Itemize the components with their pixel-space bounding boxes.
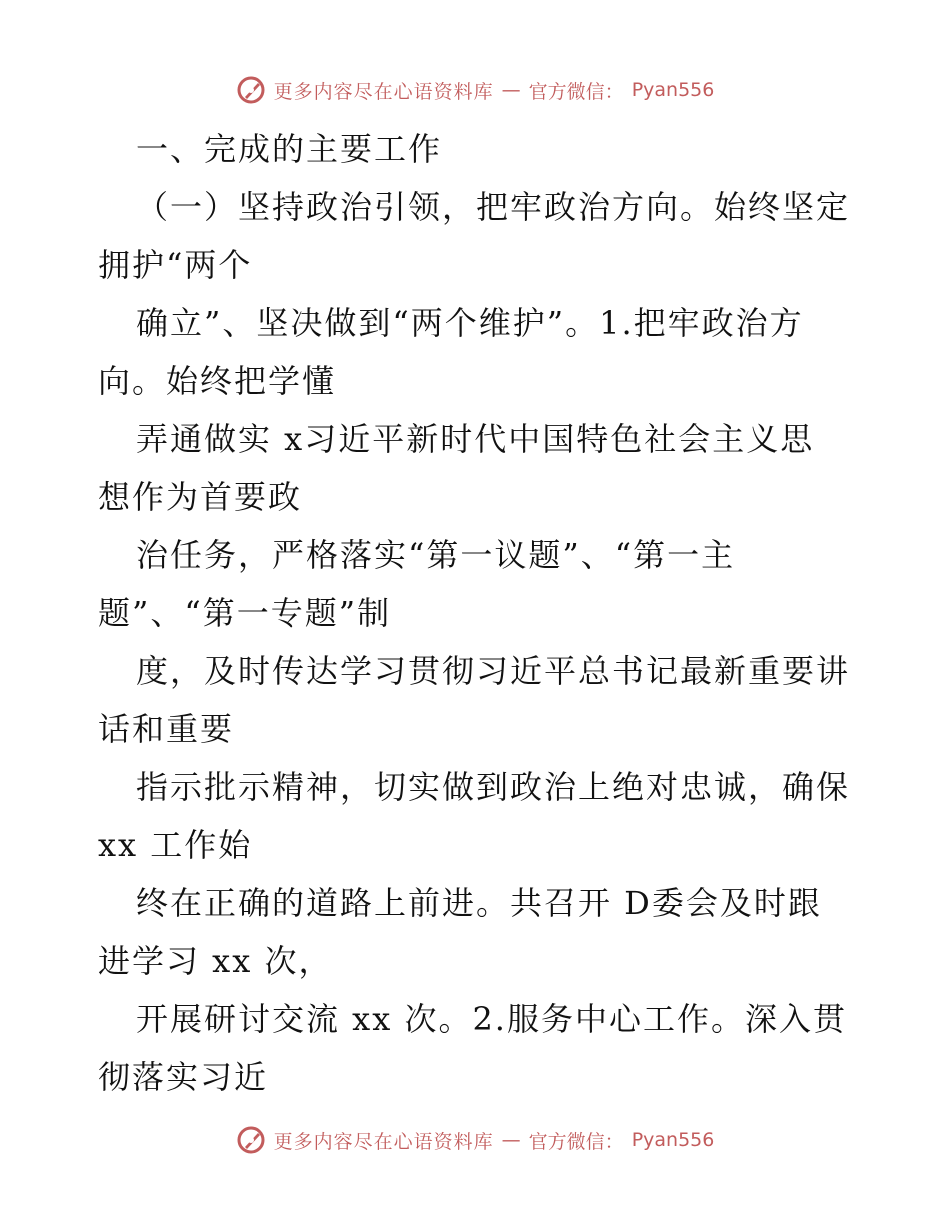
footer-watermark: [0, 1120, 950, 1160]
document-line: 想作为首要政: [98, 478, 303, 516]
watermark-separator: —: [501, 1129, 521, 1151]
document-line: （一）坚持政治引领，把牢政治方向。始终坚定: [136, 188, 851, 226]
document-line: 终在正确的道路上前进。共召开 D委会及时跟: [136, 884, 822, 922]
document-line: 治任务，严格落实“第一议题”、“第一主: [136, 536, 736, 574]
document-line: 指示批示精神，切实做到政治上绝对忠诚，确保: [136, 768, 851, 806]
document-line: xx 工作始: [98, 826, 253, 864]
document-line: 彻落实习近: [98, 1058, 269, 1096]
document-line: 弄通做实 x习近平新时代中国特色社会主义思: [136, 420, 815, 458]
document-line: 话和重要: [98, 710, 235, 748]
watermark-text: 更多内容尽在心语资料库: [273, 80, 494, 103]
red-pen-circle-logo-icon: [236, 1125, 266, 1155]
document-line: 一、完成的主要工作: [136, 130, 443, 168]
watermark-label: 官方微信：: [528, 1130, 624, 1153]
document-line: 向。始终把学懂: [98, 362, 337, 400]
document-line: 进学习 xx 次，: [98, 942, 333, 980]
watermark-id: Pyan556: [631, 79, 715, 101]
document-line: 确立”、坚决做到“两个维护”。1.把牢政治方: [136, 304, 804, 342]
document-body: [98, 120, 858, 1106]
watermark-text: 更多内容尽在心语资料库: [273, 1130, 494, 1153]
document-line: 开展研讨交流 xx 次。2.服务中心工作。深入贯: [136, 1000, 847, 1038]
header-watermark: [0, 70, 950, 110]
watermark-id: Pyan556: [631, 1129, 715, 1151]
document-line: 题”、“第一专题”制: [98, 594, 392, 632]
red-pen-circle-logo-icon: [236, 75, 266, 105]
watermark-separator: —: [501, 79, 521, 101]
document-line: 拥护“两个: [98, 246, 253, 284]
watermark-label: 官方微信：: [528, 80, 624, 103]
document-line: 度，及时传达学习贯彻习近平总书记最新重要讲: [136, 652, 851, 690]
